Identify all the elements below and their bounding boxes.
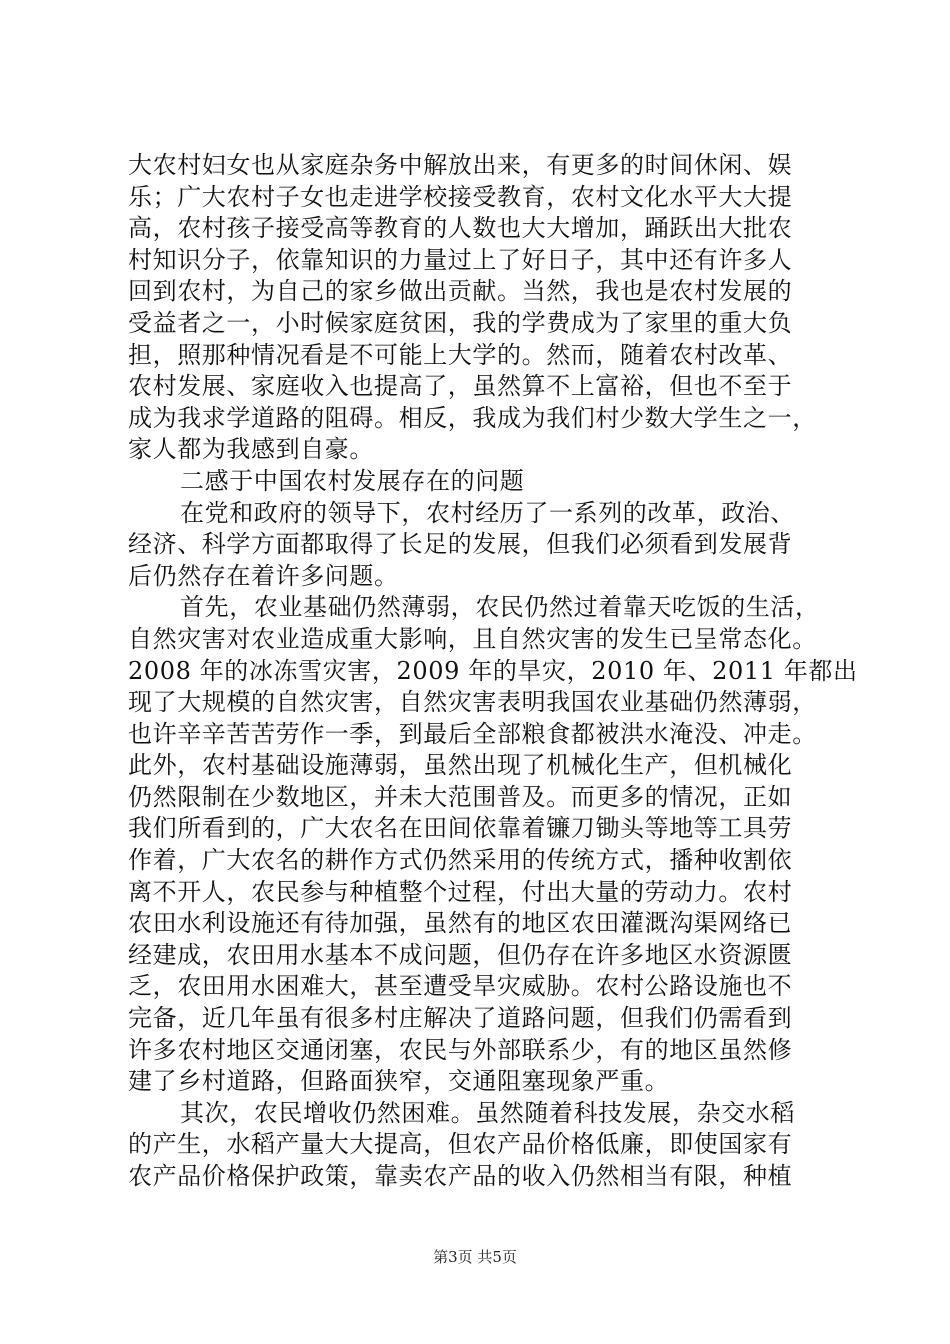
text-line: 村知识分子，依靠知识的力量过上了好日子，其中还有许多人 — [128, 245, 793, 274]
text-line: 首先，农业基础仍然薄弱，农民仍然过着靠天吃饭的生活， — [180, 593, 820, 622]
text-line: 回到农村，为自己的家乡做出贡献。当然，我也是农村发展的 — [128, 277, 793, 306]
body-text — [128, 150, 858, 1193]
text-line: 经建成，农田用水基本不成问题，但仍存在许多地区水资源匮 — [128, 940, 793, 969]
text-line: 经济、科学方面都取得了长足的发展，但我们必须看到发展背 — [128, 530, 793, 559]
text-line: 在党和政府的领导下，农村经历了一系列的改革，政治、 — [180, 498, 795, 527]
text-line: 受益者之一，小时候家庭贫困，我的学费成为了家里的重大负 — [128, 308, 793, 337]
text-line: 2008 年的冰冻雪灾害，2009 年的旱灾，2010 年、2011 年都出 — [128, 656, 858, 685]
text-line: 作着，广大农名的耕作方式仍然采用的传统方式，播种收割依 — [128, 846, 793, 875]
text-line: 担，照那种情况看是不可能上大学的。然而，随着农村改革、 — [128, 340, 793, 369]
text-line: 其次，农民增收仍然困难。虽然随着科技发展，杂交水稻 — [180, 1098, 795, 1127]
text-line: 高，农村孩子接受高等教育的人数也大大增加，踊跃出大批农 — [128, 214, 793, 243]
page-footer: 第3页 共5页 — [433, 1248, 517, 1266]
text-line: 完备，近几年虽有很多村庄解决了道路问题，但我们仍需看到 — [128, 1004, 793, 1033]
text-line: 此外，农村基础设施薄弱，虽然出现了机械化生产，但机械化 — [128, 751, 793, 780]
text-line: 现了大规模的自然灾害，自然灾害表明我国农业基础仍然薄弱， — [128, 688, 817, 717]
text-line: 乐；广大农村子女也走进学校接受教育，农村文化水平大大提 — [128, 182, 793, 211]
text-line: 我们所看到的，广大农名在田间依靠着镰刀锄头等地等工具劳 — [128, 814, 793, 843]
text-line: 农产品价格保护政策，靠卖农产品的收入仍然相当有限，种植 — [128, 1162, 793, 1190]
text-line: 的产生，水稻产量大大提高，但农产品价格低廉，即使国家有 — [128, 1130, 793, 1159]
text-line: 也许辛辛苦苦劳作一季，到最后全部粮食都被洪水淹没、冲走。 — [128, 719, 817, 748]
text-line: 后仍然存在着许多问题。 — [128, 561, 399, 590]
text-line: 离不开人，农民参与种植整个过程，付出大量的劳动力。农村 — [128, 877, 793, 906]
text-line: 成为我求学道路的阻碍。相反，我成为我们村少数大学生之一， — [128, 403, 817, 432]
section-heading: 二感于中国农村发展存在的问题 — [180, 466, 525, 495]
text-line: 仍然限制在少数地区，并未大范围普及。而更多的情况，正如 — [128, 782, 793, 811]
text-line: 自然灾害对农业造成重大影响，且自然灾害的发生已呈常态化。 — [128, 624, 817, 653]
text-line: 农田水利设施还有待加强，虽然有的地区农田灌溉沟渠网络已 — [128, 909, 793, 938]
text-line: 大农村妇女也从家庭杂务中解放出来，有更多的时间休闲、娱 — [128, 151, 793, 179]
text-line: 家人都为我感到自豪。 — [128, 435, 374, 464]
text-line: 乏，农田用水困难大，甚至遭受旱灾威胁。农村公路设施也不 — [128, 972, 793, 1001]
text-line: 建了乡村道路，但路面狭窄，交通阻塞现象严重。 — [128, 1067, 670, 1096]
text-line: 许多农村地区交通闭塞，农民与外部联系少，有的地区虽然修 — [128, 1035, 793, 1064]
text-line: 农村发展、家庭收入也提高了，虽然算不上富裕，但也不至于 — [128, 372, 793, 401]
